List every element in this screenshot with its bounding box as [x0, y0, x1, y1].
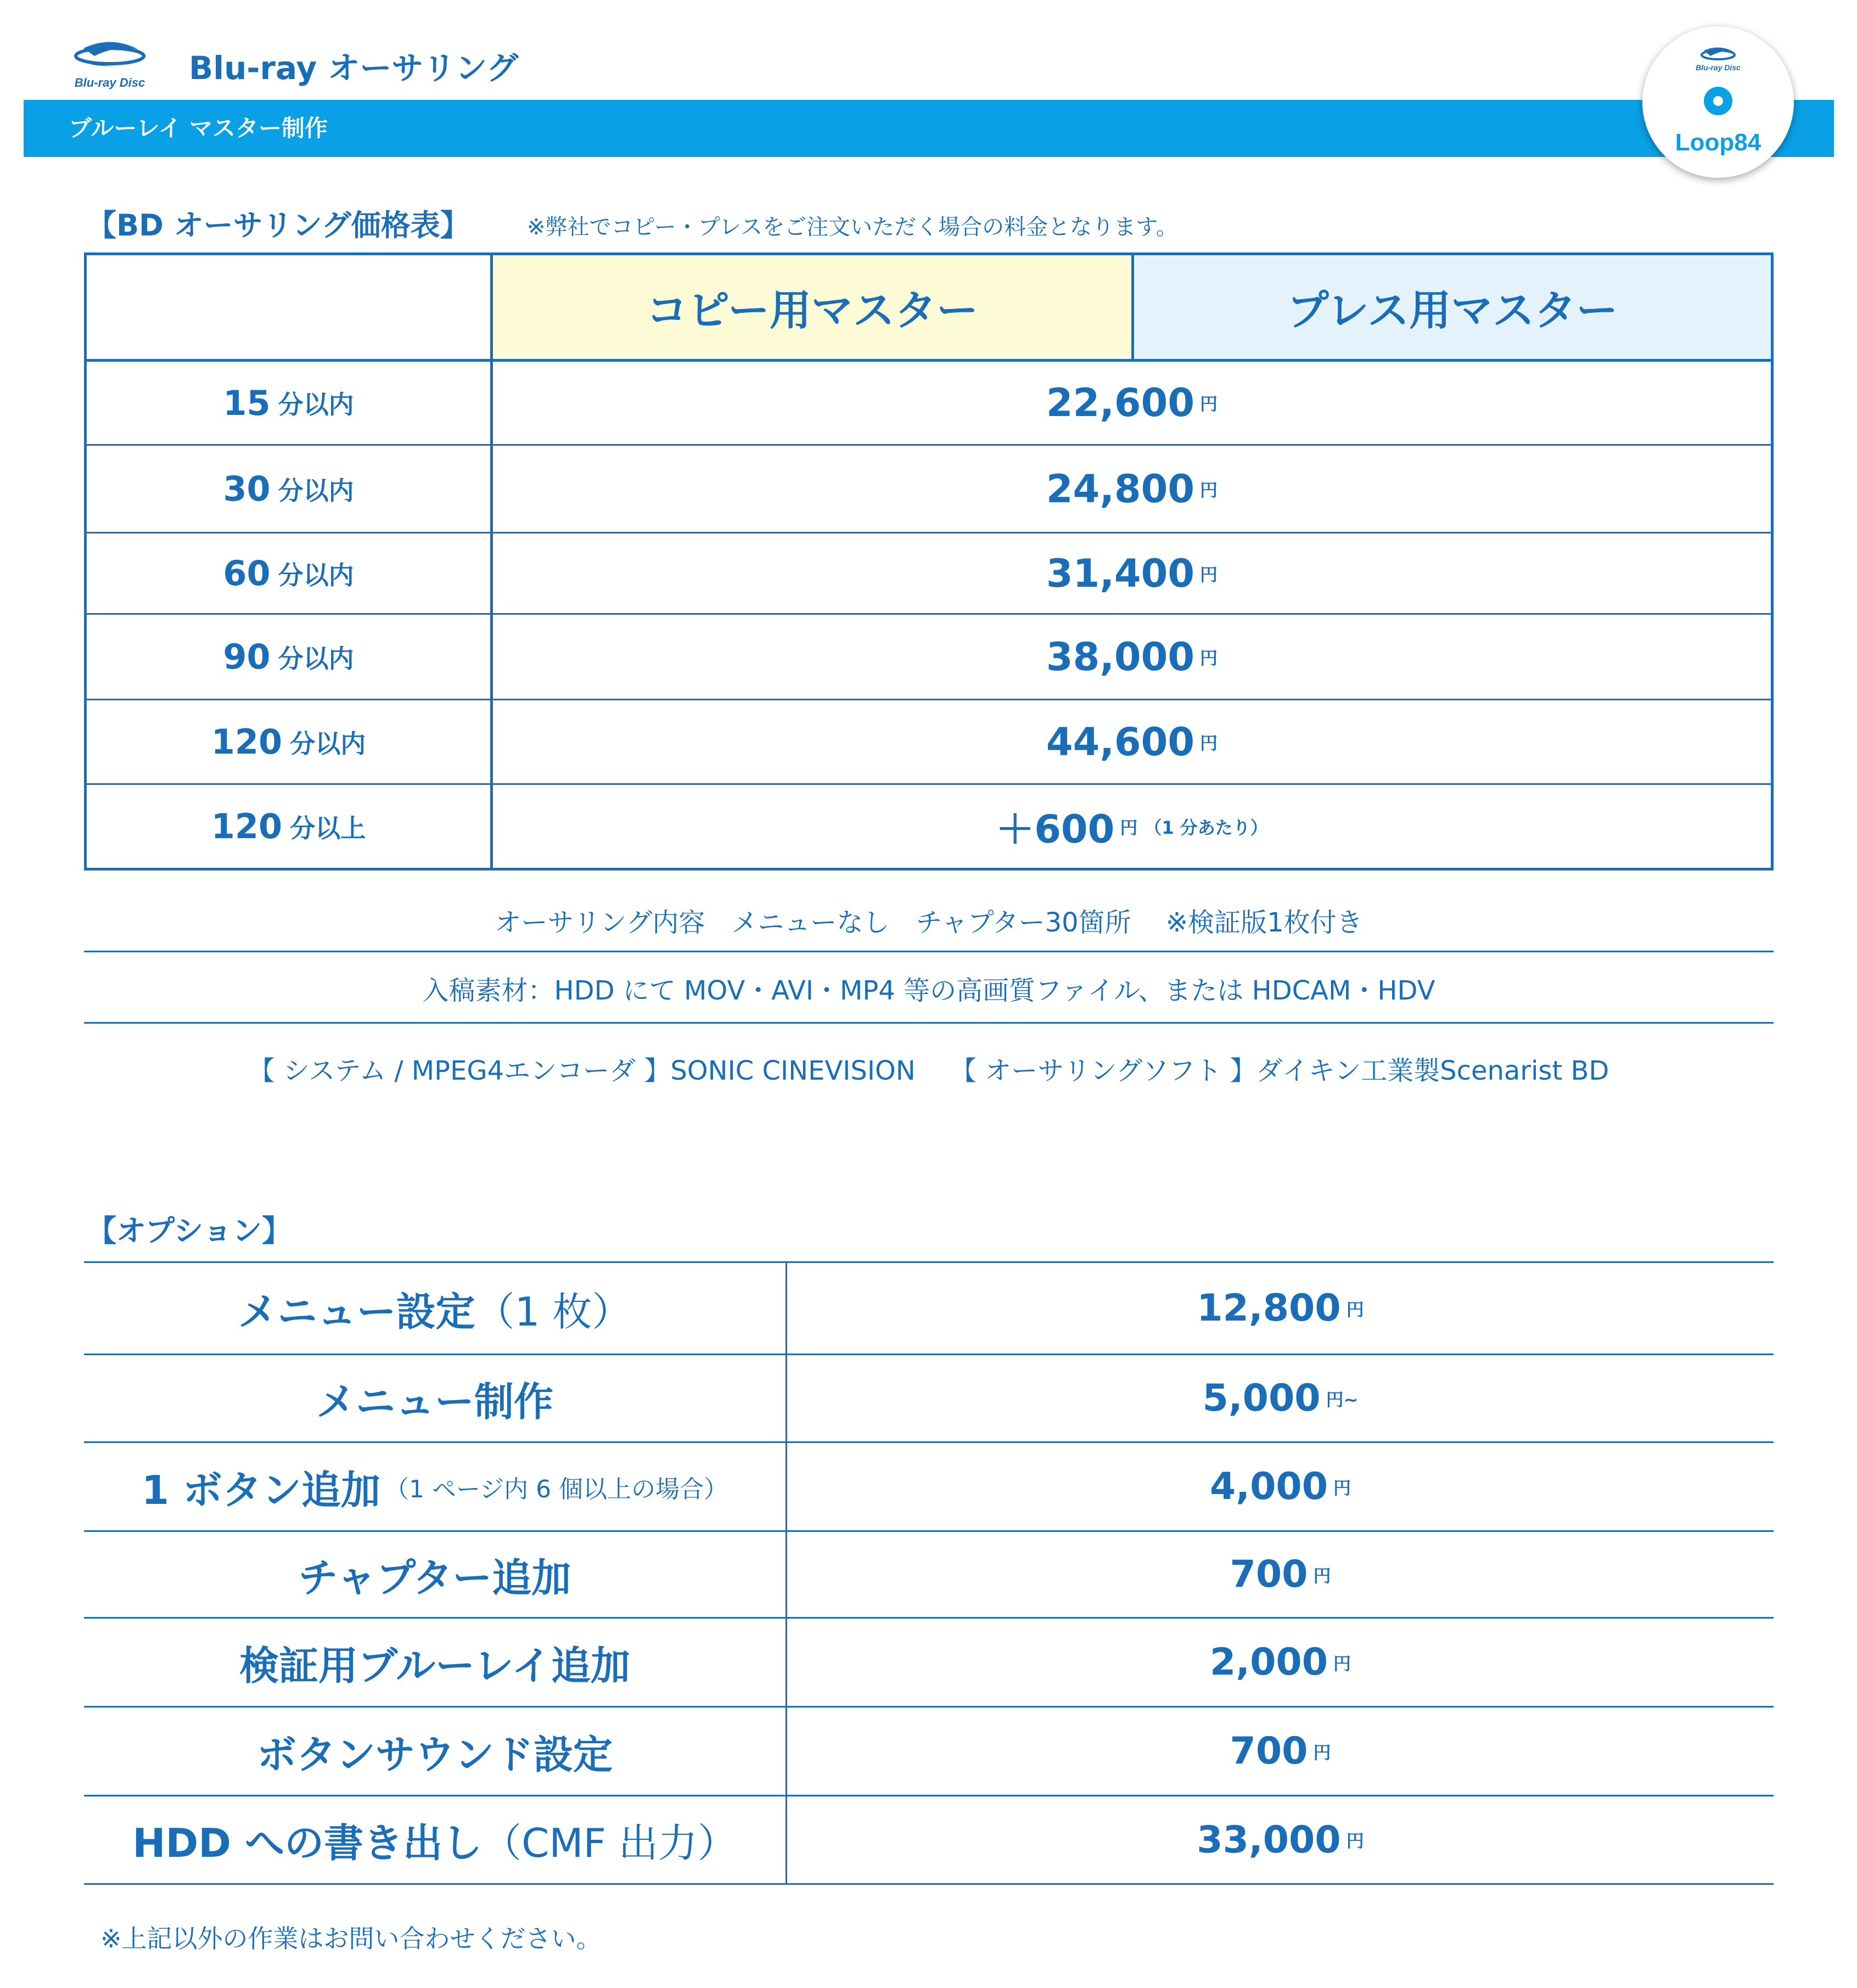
option-label: 1 ボタン追加 （1 ページ内 6 個以上の場合） [141, 1467, 728, 1513]
option-price: 700 円 [1230, 1553, 1331, 1596]
price-cell: 44,600 円 [1046, 719, 1218, 765]
svg-text:Blu-ray Disc: Blu-ray Disc [74, 76, 145, 89]
column-press-master: プレス用マスター [1131, 255, 1771, 362]
option-price: 2,000 円 [1209, 1641, 1351, 1684]
row-divider [84, 1883, 1774, 1885]
option-price: 5,000 円~ [1202, 1377, 1359, 1420]
duration-cell: 15 分以内 [223, 383, 354, 423]
blu-ray-disc-logo [61, 37, 158, 92]
option-price: 33,000 円 [1197, 1818, 1364, 1862]
info-divider [84, 1022, 1774, 1024]
pricing-note: ※弊社でコピー・プレスをご注文いただく場合の料金となります。 [527, 215, 1178, 240]
pricing-table [84, 252, 1774, 871]
authoring-details: オーサリング内容 メニューなし チャプター30箇所 ※検証版1枚付き [495, 907, 1363, 938]
option-label: 検証用ブルーレイ追加 [239, 1642, 631, 1689]
price-cell: 38,000 円 [1046, 634, 1218, 679]
option-label: ボタンサウンド設定 [256, 1731, 613, 1778]
svg-text:Loop84: Loop84 [1675, 129, 1761, 156]
option-price: 12,800 円 [1197, 1287, 1364, 1330]
pricing-section-title: 【BD オーサリング価格表】 [87, 208, 470, 243]
price-cell: 31,400 円 [1046, 551, 1218, 596]
duration-cell: 60 分以内 [223, 553, 354, 593]
info-divider [84, 951, 1774, 952]
duration-cell: 30 分以内 [223, 469, 354, 509]
option-price: 700 円 [1230, 1729, 1331, 1773]
footer-note: ※上記以外の作業はお問い合わせください。 [100, 1924, 602, 1953]
option-label: メニュー設定 （1 枚） [238, 1288, 632, 1335]
price-cell: 24,800 円 [1046, 466, 1218, 512]
duration-cell: 90 分以内 [223, 637, 354, 677]
banner-subtitle: ブルーレイ マスター制作 [69, 115, 328, 142]
option-label: メニュー制作 [316, 1378, 553, 1425]
price-cell: 22,600 円 [1046, 380, 1218, 425]
svg-text:Blu-ray Disc: Blu-ray Disc [1696, 63, 1741, 72]
price-cell: ＋600 円 （1 分あたり） [996, 807, 1268, 852]
option-price: 4,000 円 [1209, 1465, 1351, 1508]
page-title: Blu-ray オーサリング [189, 49, 519, 87]
table-corner-cell [87, 255, 490, 362]
duration-cell: 120 分以内 [211, 722, 366, 762]
column-copy-master: コピー用マスター [490, 255, 1131, 362]
option-label: チャプター追加 [298, 1554, 571, 1601]
options-section-title: 【オプション】 [87, 1214, 292, 1248]
options-table [84, 1261, 1774, 1885]
system-info: 【 システム / MPEG4エンコーダ 】SONIC CINEVISION 【 オーサリングソフト 】ダイキン工業製Scenarist BD [248, 1055, 1609, 1086]
input-materials: 入稿素材：HDD にて MOV・AVI・MP4 等の高画質ファイル、または HDCAM・HDV [422, 975, 1435, 1006]
loop84-disc-logo [1642, 26, 1794, 178]
duration-cell: 120 分以上 [211, 806, 366, 846]
option-label: HDD への書き出し （CMF 出力） [132, 1820, 737, 1866]
